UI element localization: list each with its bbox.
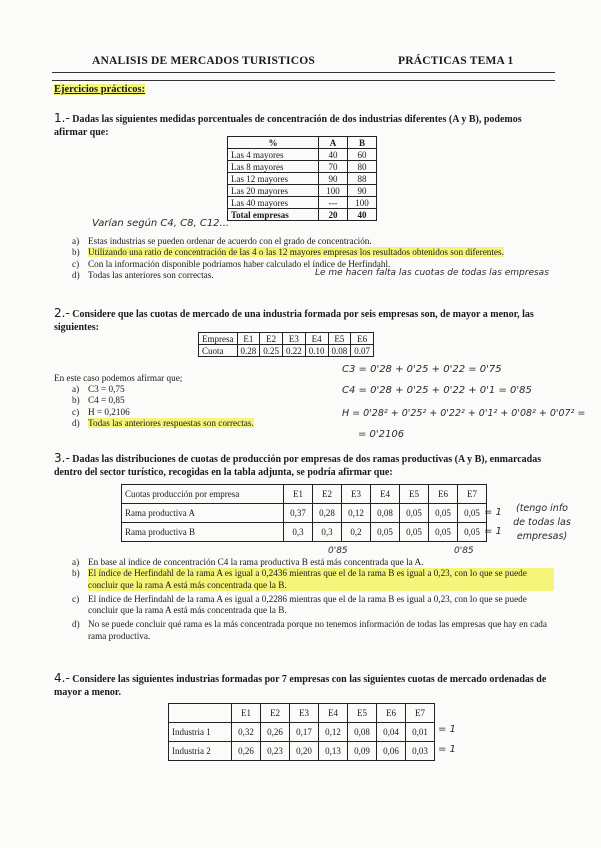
q2-options [72,384,332,429]
q2-option-c: c) H = 0,2106 [72,406,130,417]
table-total-row: Total empresas 20 40 [228,209,377,221]
q3-table: Cuotas producción por empresa E1 E2 E3 E4 E5 E6 E7 Rama productiva A 0,37 0,28 0,12 0,08 0,05 0,05 0,05 Rama productiva B 0,3 0,3 0,2 0,05 0,05 0,05 0,05 [121,484,487,542]
table-row: Industria 1 0,32 0,26 0,17 0,12 0,08 0,04 0,01 [169,723,435,742]
table-row: Las 8 mayores 70 80 [228,161,377,173]
table-row: Las 20 mayores 100 90 [228,185,377,197]
q3-sum-b: = 1 [484,526,502,537]
q3-option-d: d) No se puede concluir qué rama es la más concentrada porque no tenemos información de todas las empresas que hay en cada rama productiva. [72,619,547,641]
header-rule-2 [52,80,555,81]
table-row: Las 4 mayores 40 60 [228,149,377,161]
table-row: Industria 2 0,26 0,23 0,20 0,13 0,09 0,06 0,03 [169,742,435,761]
q3-c4-a: 0'85 [328,546,348,556]
q2-table: Empresa E1 E2 E3 E4 E5 E6 Cuota 0.28 0.25 0.22 0.10 0.08 0.07 [198,332,374,357]
table-row: Las 12 mayores 90 88 [228,173,377,185]
q3-option-a: a) En base al índice de concentración C4 la rama productiva B está más concentrada que la A. [72,557,424,567]
header-rule [52,72,555,73]
question-4: 4.- Considere las siguientes industrias formadas por 7 empresas con las siguientes cuotas de mercado ordenadas de mayor a menor. [54,671,547,698]
q2-option-a: a) C3 = 0,75 [72,384,125,394]
q3-option-b: b) El índice de Herfindahl de la rama A es igual a 0,2436 mientras que el de la rama B es igual a 0,23, con lo que se puede concluir que la rama A está más concentrada que la B. [72,568,554,591]
q1-option-b: b) Utilizando una ratio de concentración de las 4 o las 12 mayores empresas los resultados obtenidos son diferentes. [72,247,504,258]
q2-calc-h: H = 0'28² + 0'25² + 0'22² + 0'1² + 0'08² + 0'07² = [342,408,586,419]
q4-table: E1 E2 E3 E4 E5 E6 E7 Industria 1 0,32 0,26 0,17 0,12 0,08 0,04 0,01 Industria 2 0,26 0,23 0,20 0,13 0,09 0,06 0,03 [168,703,435,761]
q1-option-d: d) Todas las anteriores son correctas. [72,269,214,280]
q4-sum-2: = 1 [438,744,456,755]
table-row: Rama productiva B 0,3 0,3 0,2 0,05 0,05 0,05 0,05 [122,523,487,542]
q1-option-c: c) Con la información disponible podríamos haber calculado el índice de Herfindahl. [72,258,391,269]
q1-table: % A B Las 4 mayores 40 60 Las 8 mayores 70 80 Las 12 mayores 90 88 Las 20 mayores 100 90 Las 40 mayores --- 100 Total empresas 20 40 [227,136,377,221]
table-row: Las 40 mayores --- 100 [228,197,377,209]
q3-handnote: (tengo info de todas las empresas) [513,503,571,542]
header-left: ANALISIS DE MERCADOS TURISTICOS [92,55,315,67]
section-title: Ejercicios prácticos: [54,84,146,95]
q4-sum-1: = 1 [438,724,456,735]
q1-option-a: a) Estas industrias se pueden ordenar de acuerdo con el grado de concentración. [72,236,372,246]
table-row: Rama productiva A 0,37 0,28 0,12 0,08 0,05 0,05 0,05 [122,504,487,523]
table-row: Cuota 0.28 0.25 0.22 0.10 0.08 0.07 [199,345,374,357]
q2-calc-h-result: = 0'2106 [358,429,405,440]
q2-intro: En este caso podemos afirmar que; [54,373,183,383]
question-1: 1.- Dadas las siguientes medidas porcentuales de concentración de dos industrias diferentes (A y B), podemos afirmar que: [54,111,522,138]
question-2: 2.- Considere que las cuotas de mercado de una industria formada por seis empresas son, de mayor a menor, las siguientes: [54,306,534,333]
q3-c4-b: 0'85 [454,546,474,556]
q3-options [72,557,554,642]
q1-handnote: Varían según C4, C8, C12... [92,218,230,229]
q2-option-b: b) C4 = 0,85 [72,395,125,406]
question-3: 3.- Dadas las distribuciones de cuotas de producción por empresas de dos ramas productivas (A y B), enmarcadas dentro del sector turístico, recogidas en la tabla adjunta, se podría afirmar que: [54,451,542,478]
q2-option-d: d) Todas las anteriores respuestas son correctas. [72,417,254,428]
q2-calc-c3: C3 = 0'28 + 0'25 + 0'22 = 0'75 [342,364,502,375]
header-right: PRÁCTICAS TEMA 1 [398,55,514,67]
q1-handnote-c: Le me hacen falta las cuotas de todas las empresas [315,268,549,278]
q2-calc-c4: C4 = 0'28 + 0'25 + 0'22 + 0'1 = 0'85 [342,385,532,396]
q3-option-c: c) El índice de Herfindahl de la rama A es igual a 0,2286 mientras que el de la rama B es igual a 0,23, con lo que se puede concluir que la rama A está más concentrada que la B. [72,593,527,616]
q3-sum-a: = 1 [484,507,502,518]
